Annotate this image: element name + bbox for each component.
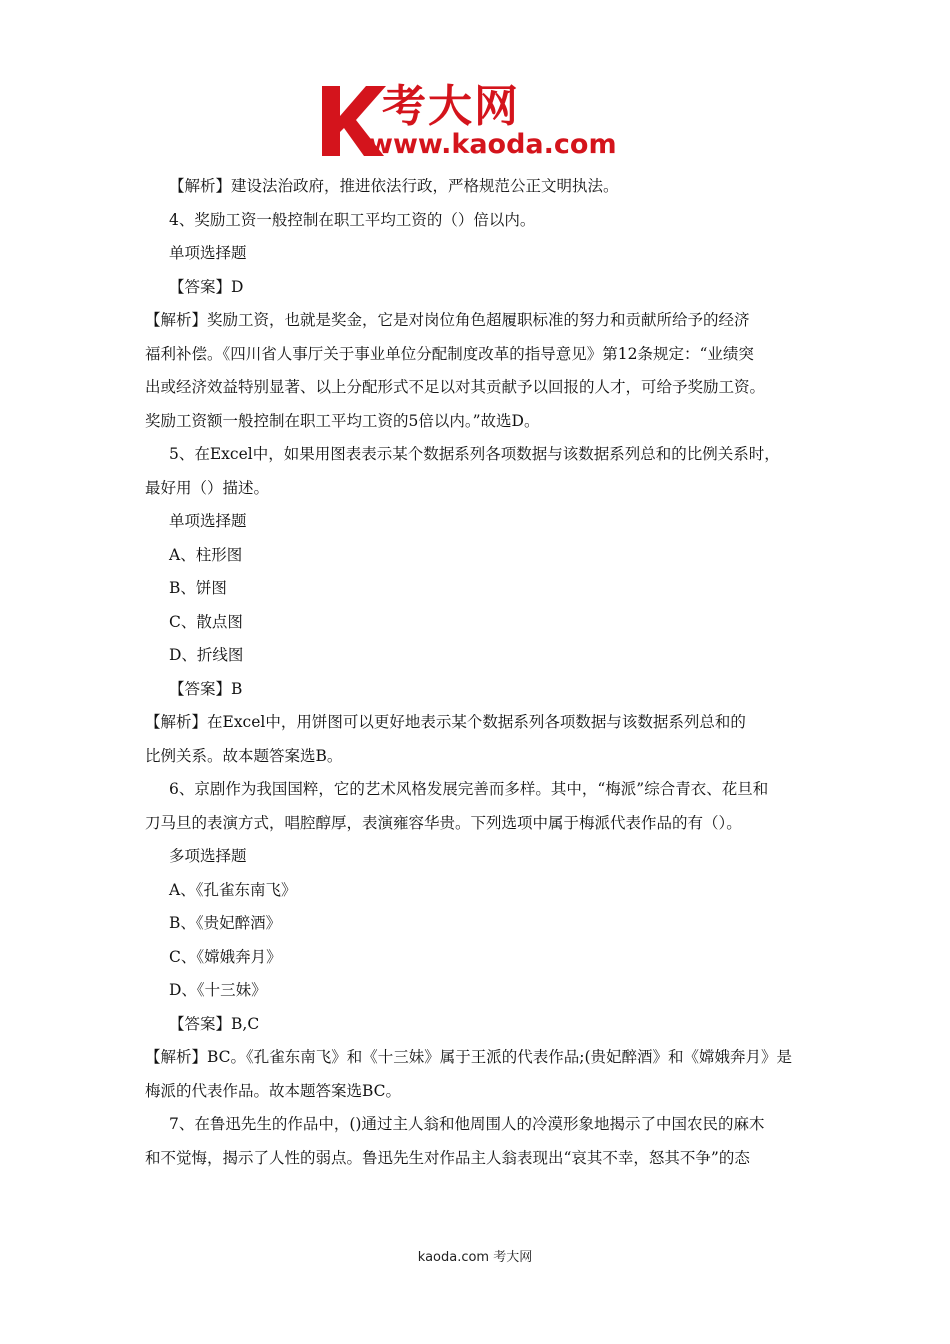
logo-chinese-name: 考大网 [382, 81, 520, 132]
analysis-4-line-1: 【解析】奖励工资，也就是奖金，它是对岗位角色超履职标准的努力和贡献所给予的经济 [145, 311, 750, 329]
question-type: 单项选择题 [169, 244, 247, 262]
answer-5: 【答案】B [169, 679, 243, 698]
analysis-6-line-1: 【解析】BC。《孔雀东南飞》和《十三妹》属于王派的代表作品;(贵妃醉酒》和《嫦娥奔月》是 [145, 1048, 793, 1066]
option-c: C、《嫦娥奔月》 [169, 947, 282, 966]
question-7-line-1: 7、在鲁迅先生的作品中，()通过主人翁和他周围人的冷漠形象地揭示了中国农民的麻木 [169, 1115, 765, 1133]
option-b: B、《贵妃醉酒》 [169, 914, 282, 932]
kaoda-logo [316, 78, 646, 160]
question-4: 4、奖励工资一般控制在职工平均工资的（）倍以内。 [169, 210, 536, 229]
analysis-4-line-2: 福利补偿。《四川省人事厅关于事业单位分配制度改革的指导意见》第12条规定：“业绩突 [145, 344, 754, 363]
question-6-line-1: 6、京剧作为我国国粹，它的艺术风格发展完善而多样。其中，“梅派”综合青衣、花旦和 [169, 780, 769, 798]
analysis-5-line-2: 比例关系。故本题答案选B。 [145, 746, 343, 765]
analysis-4-line-4: 奖励工资额一般控制在职工平均工资的5倍以内。”故选D。 [145, 411, 540, 430]
analysis-4-line-3: 出或经济效益特别显著、以上分配形式不足以对其贡献予以回报的人才，可给予奖励工资。 [145, 378, 766, 396]
analysis-5-line-1: 【解析】在Excel中，用饼图可以更好地表示某个数据系列各项数据与该数据系列总和的 [145, 713, 746, 731]
answer-6: 【答案】B,C [169, 1014, 260, 1033]
question-5-line-2: 最好用（）描述。 [145, 478, 270, 497]
question-5-line-1: 5、在Excel中，如果用图表表示某个数据系列各项数据与该数据系列总和的比例关系时， [169, 445, 780, 463]
question-type: 多项选择题 [169, 847, 247, 865]
analysis-6-line-2: 梅派的代表作品。故本题答案选BC。 [145, 1081, 402, 1100]
option-a: A、柱形图 [169, 545, 243, 564]
page-footer: kaoda.com 考大网 [417, 1250, 533, 1265]
document-body [145, 170, 810, 1175]
question-6-line-2: 刀马旦的表演方式，唱腔醇厚，表演雍容华贵。下列选项中属于梅派代表作品的有（）。 [145, 813, 742, 832]
question-7-line-2: 和不觉悔，揭示了人性的弱点。鲁迅先生对作品主人翁表现出“哀其不幸，怒其不争”的态 [145, 1148, 750, 1167]
option-d: D、折线图 [169, 646, 244, 664]
question-type: 单项选择题 [169, 512, 247, 530]
option-c: C、散点图 [169, 612, 243, 631]
logo-url: www.kaoda.com [368, 129, 617, 160]
option-b: B、饼图 [169, 579, 227, 597]
analysis-3: 【解析】建设法治政府，推进依法行政，严格规范公正文明执法。 [169, 177, 619, 195]
option-a: A、《孔雀东南飞》 [169, 880, 297, 899]
answer-4: 【答案】D [169, 277, 244, 296]
option-d: D、《十三妹》 [169, 981, 267, 999]
